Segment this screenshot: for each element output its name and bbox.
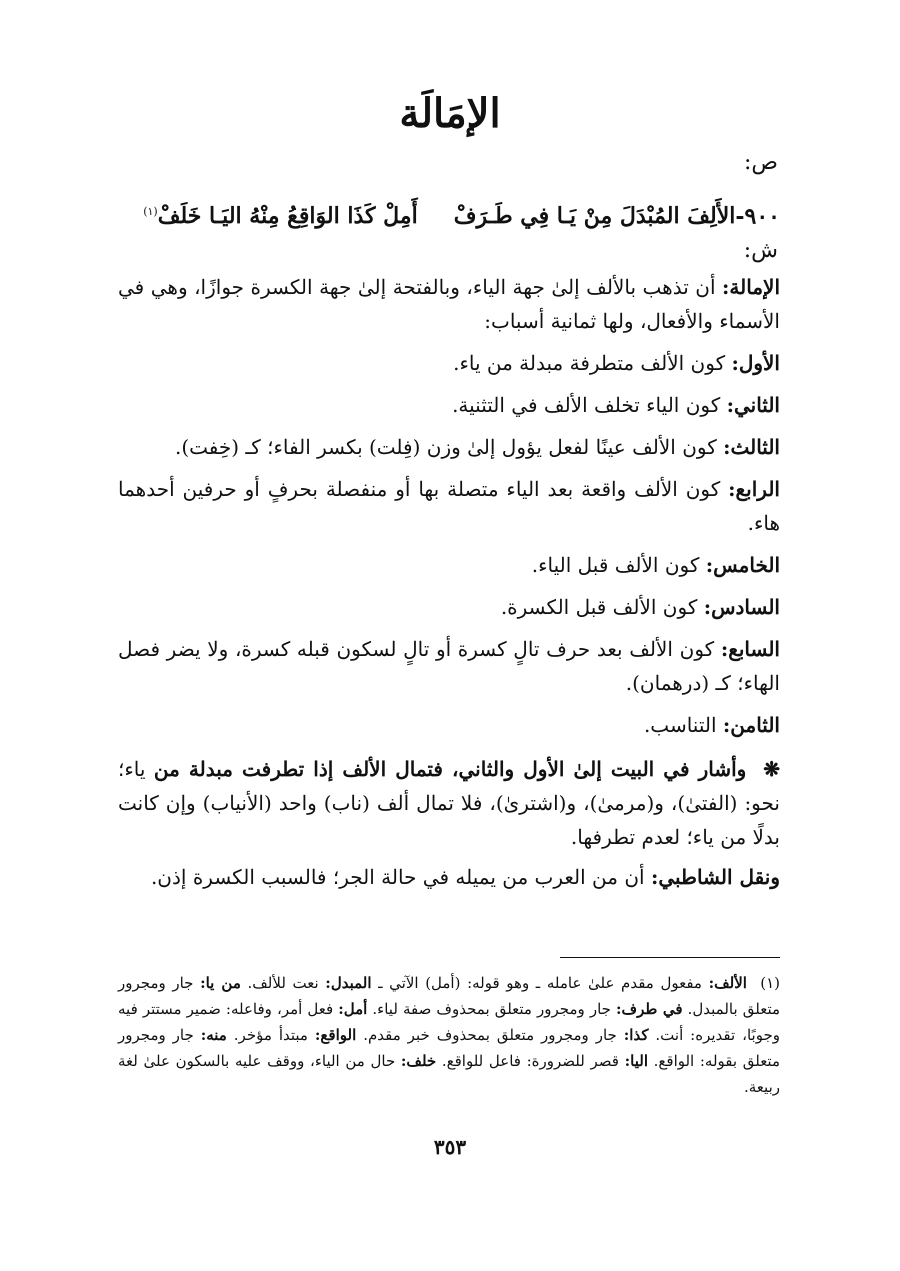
paragraph-text: كون الألف بعد حرف تالٍ كسرة أو تالٍ لسكون قبله كسرة، ولا يضر فصل الهاء؛ كـ (درهمان). (118, 637, 780, 695)
note-lead: وأشار في البيت إلىٰ الأول والثاني، فتمال الألف إذا تطرفت مبدلة من (153, 757, 747, 781)
footnote-divider (560, 957, 780, 958)
footnote-text: مفعول مقدم علىٰ عامله ـ وهو قوله: (أمل) الآتي ـ (371, 974, 709, 992)
footnote-marker[interactable]: (١) (143, 205, 158, 218)
paragraph-term: الثالث: (723, 435, 780, 459)
footnote-text: جار ومجرور متعلق بمحذوف صفة لياء. (367, 1000, 617, 1018)
shatibi-paragraph (118, 860, 780, 894)
commentary-paragraph (118, 430, 780, 464)
paragraph-term: السابع: (720, 637, 780, 661)
commentary-body (118, 270, 780, 902)
note-text: ياء؛ نحو: (الفتىٰ)، و(مرمىٰ)، و(اشترىٰ)، فلا تمال ألف (ناب) واحد (الأنياب) وإن كانت بدلًا من ياء؛ لعدم تطرفها. (118, 757, 780, 849)
shatibi-text: أن من العرب من يميله في حالة الجر؛ فالسبب الكسرة إذن. (150, 865, 651, 889)
commentary-paragraph (118, 346, 780, 380)
footnote-text: جار ومجرور متعلق بمحذوف خبر مقدم. (356, 1026, 624, 1044)
paragraph-text: كون الألف عينًا لفعل يؤول إلىٰ وزن (فِلت) بكسر الفاء؛ كـ (خِفت). (174, 435, 724, 459)
footnote-text: جار ومجرور متعلق بقوله: الواقع. (118, 1026, 780, 1070)
footnote-term: المبدل: (325, 974, 372, 992)
footnote-term: من يا: (200, 974, 241, 992)
paragraph-term: الثامن: (722, 713, 780, 737)
footnote (118, 970, 780, 1100)
commentary-paragraph (118, 548, 780, 582)
verse-number: ٩٠٠- (735, 203, 780, 230)
verse-line (120, 194, 780, 234)
shatibi-term: ونقل الشاطبي: (650, 865, 780, 889)
verse-second-hemistich: أَمِلْ كَذَا الوَاقِعُ مِنْهُ اليَـا خَلَفْ (157, 203, 418, 230)
footnote-term: الواقع: (314, 1026, 357, 1044)
paragraph-text: كون الياء تخلف الألف في التثنية. (452, 393, 727, 417)
footnote-text: فعل أمر، وفاعله: ضمير مستتر فيه وجوبًا، تقديره: أنت. (118, 1000, 780, 1044)
footnote-text: قصر للضرورة: فاعل للواقع. (436, 1052, 625, 1070)
page-number: ٣٥٣ (433, 1135, 467, 1159)
paragraph-text: كون الألف قبل الياء. (531, 553, 706, 577)
footnote-term: أمل: (338, 1000, 368, 1018)
note-marker: ❋ (763, 757, 781, 781)
footnote-text: مبتدأ مؤخر. (226, 1026, 315, 1044)
footnote-term: خلف: (400, 1052, 437, 1070)
verse-first-hemistich: الأَلِفَ المُبْدَلَ مِنْ يَـا فِي طَـرَفْ (453, 203, 736, 230)
paragraph-text: كون الألف واقعة بعد الياء متصلة بها أو منفصلة بحرفٍ أو حرفين أحدهما هاء. (118, 477, 780, 535)
text-label: ص: (743, 150, 778, 175)
commentary-paragraph (118, 590, 780, 624)
paragraph-text: كون الألف قبل الكسرة. (500, 595, 704, 619)
commentary-paragraph (118, 472, 780, 540)
paragraph-text: كون الألف متطرفة مبدلة من ياء. (453, 351, 732, 375)
paragraph-term: الإمالة: (722, 275, 780, 299)
paragraph-term: الرابع: (728, 477, 780, 501)
footnote-text: حال من الياء، ووقف عليه بالسكون علىٰ لغة ربيعة. (118, 1052, 780, 1096)
footnote-term: اليا: (624, 1052, 648, 1070)
chapter-title: الإمَالَة (399, 90, 501, 137)
paragraph-term: الخامس: (705, 553, 780, 577)
footnote-text: نعت للألف. (240, 974, 326, 992)
commentary-paragraph (118, 388, 780, 422)
commentary-paragraph (118, 270, 780, 338)
footnote-term: كذا: (623, 1026, 649, 1044)
footnote-number: (١) (760, 974, 780, 992)
note-paragraph (118, 752, 780, 854)
commentary-paragraph (118, 632, 780, 700)
paragraph-text: أن تذهب بالألف إلىٰ جهة الياء، وبالفتحة إلىٰ جهة الكسرة جوازًا، وهي في الأسماء والأفعال، ولها ثمانية أسباب: (118, 275, 780, 333)
paragraph-term: الأول: (731, 351, 780, 375)
paragraph-term: الثاني: (726, 393, 780, 417)
footnote-text: جار ومجرور متعلق بالمبدل. (118, 974, 781, 1018)
footnote-term: الألف: (708, 974, 747, 992)
commentary-label: ش: (743, 238, 778, 263)
footnote-term: في طرف: (616, 1000, 683, 1018)
paragraph-text: التناسب. (643, 713, 723, 737)
paragraph-term: السادس: (703, 595, 780, 619)
footnote-term: منه: (200, 1026, 227, 1044)
commentary-paragraph (118, 708, 780, 742)
